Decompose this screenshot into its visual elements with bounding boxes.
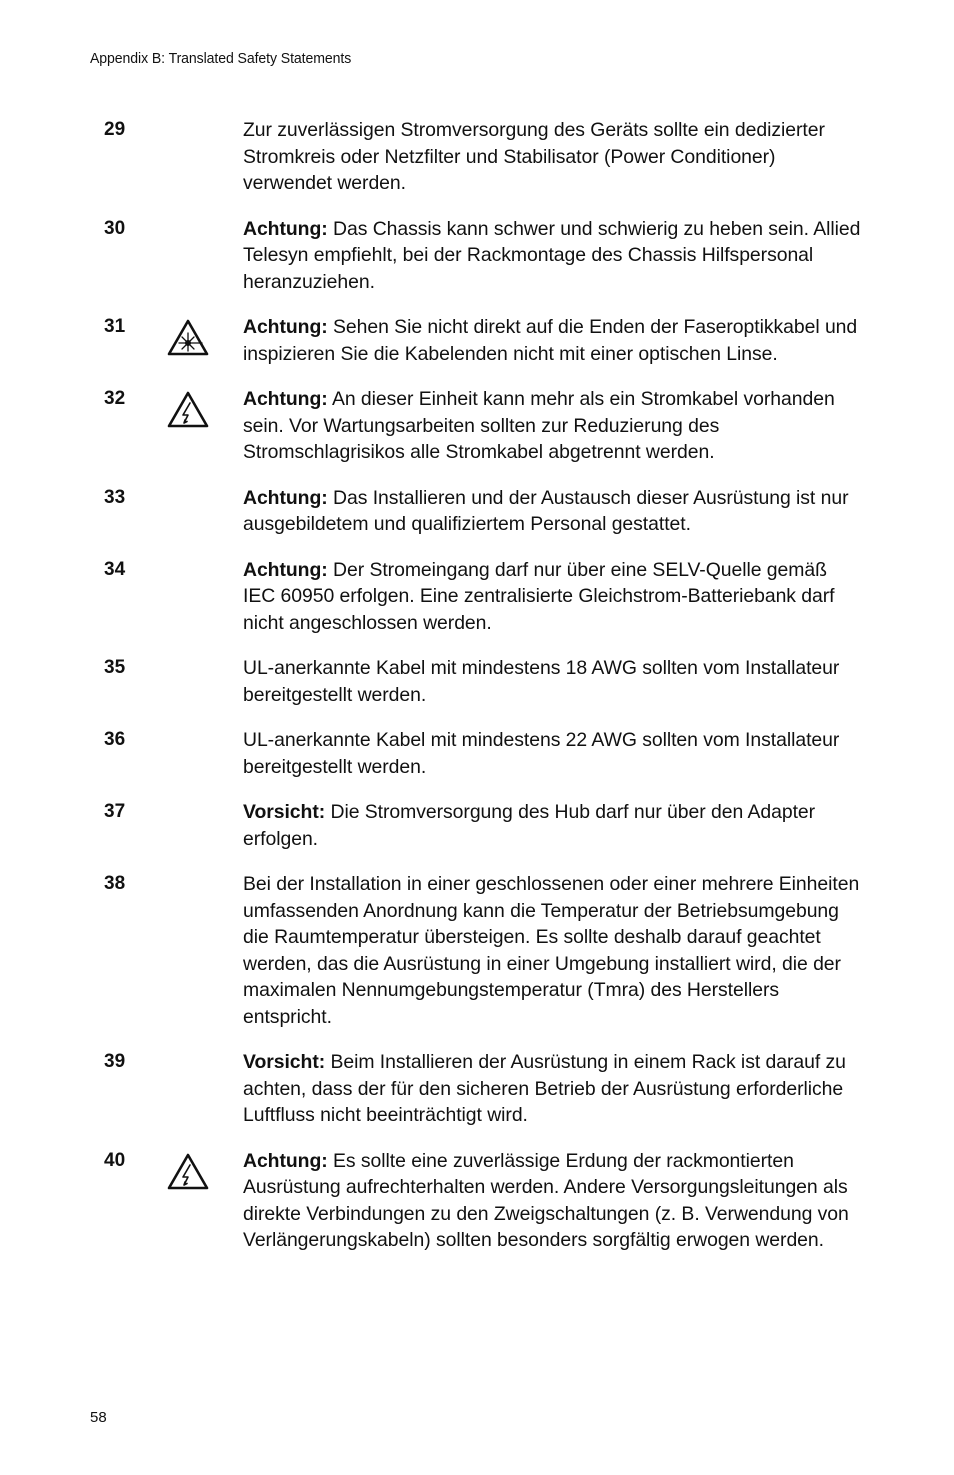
statement-body: Es sollte eine zuverlässige Erdung der rackmontierten Ausrüstung aufrechterhalten werden. Andere Versorgungsleitungen als direkte Verbindungen zu den Zweigschaltungen (z. B. Verwendung von Verlängerungskabeln) sollten besonders sorgfältig erwogen werden. — [243, 1149, 849, 1251]
statement-text — [243, 117, 861, 197]
statement-number: 36 — [104, 729, 126, 750]
statement-number: 37 — [104, 801, 126, 822]
statement-number: 30 — [104, 217, 126, 239]
statement-body: Die Stromversorgung des Hub darf nur über den Adapter erfolgen. — [243, 801, 816, 850]
statement-body: Bei der Installation in einer geschlossenen oder einer mehrere Einheiten umfassenden Anordnung kann die Temperatur der Betriebsumgebung die Raumtemperatur übersteigen. Es sollte deshalb darauf geachtet werden, das die Ausrüstung in einer Umgebung installiert wird, die der maximalen Nennumgebungstemperatur (Tmra) des Herstellers entspricht. — [243, 873, 860, 1028]
safety-statement-list — [0, 117, 954, 1273]
safety-statement-30 — [0, 216, 954, 296]
page-number: 58 — [90, 1409, 107, 1426]
statement-body: Das Installieren und der Austausch dieser Ausrüstung ist nur ausgebildetem und qualifiziertem Personal gestattet. — [243, 486, 849, 535]
statement-number: 34 — [104, 558, 126, 580]
statement-body: Der Stromeingang darf nur über eine SELV-Quelle gemäß IEC 60950 erfolgen. Eine zentralisierte Gleichstrom-Batteriebank darf nicht angeschlossen werden. — [243, 558, 835, 634]
safety-statement-32 — [0, 386, 954, 466]
safety-statement-39 — [0, 1049, 954, 1129]
statement-body: UL-anerkannte Kabel mit mindestens 22 AWG sollten vom Installateur bereitgestellt werden. — [243, 729, 840, 778]
statement-label: Achtung: — [243, 486, 328, 509]
statement-body: Das Chassis kann schwer und schwierig zu heben sein. Allied Telesyn empfiehlt, bei der Rackmontage des Chassis Hilfspersonal heranzuziehen. — [243, 217, 861, 293]
statement-text — [243, 727, 861, 780]
statement-text — [243, 1148, 861, 1254]
running-header: Appendix B: Translated Safety Statements — [90, 50, 352, 67]
electrical-hazard-icon — [166, 390, 210, 430]
statement-number: 39 — [104, 1051, 126, 1072]
statement-body: An dieser Einheit kann mehr als ein Stromkabel vorhanden sein. Vor Wartungsarbeiten sollten zur Reduzierung des Stromschlagrisikos alle Stromkabel abgetrennt werden. — [243, 388, 835, 463]
statement-text — [243, 1049, 861, 1129]
safety-statement-36 — [0, 727, 954, 780]
statement-label: Achtung: — [243, 217, 328, 240]
statement-text — [243, 216, 861, 296]
statement-text — [243, 799, 861, 852]
statement-body: UL-anerkannte Kabel mit mindestens 18 AWG sollten vom Installateur bereitgestellt werden. — [243, 657, 840, 706]
safety-statement-29 — [0, 117, 954, 197]
statement-number: 35 — [104, 657, 126, 678]
statement-label: Achtung: — [243, 388, 328, 410]
statement-label: Achtung: — [243, 316, 328, 338]
safety-statement-31 — [0, 314, 954, 367]
statement-body: Zur zuverlässigen Stromversorgung des Geräts sollte ein dedizierter Stromkreis oder Netzfilter und Stabilisator (Power Conditioner) verwendet werden. — [243, 119, 825, 194]
statement-text — [243, 655, 861, 708]
statement-label: Vorsicht: — [243, 1051, 326, 1073]
statement-text — [243, 557, 861, 637]
safety-statement-37 — [0, 799, 954, 852]
statement-body: Sehen Sie nicht direkt auf die Enden der Faseroptikkabel und inspizieren Sie die Kabelenden nicht mit einer optischen Linse. — [243, 316, 858, 365]
statement-text — [243, 314, 861, 367]
safety-statement-34 — [0, 557, 954, 637]
statement-number: 29 — [104, 119, 126, 140]
electrical-hazard-icon — [166, 1152, 210, 1192]
safety-statement-40 — [0, 1148, 954, 1254]
laser-warning-icon — [166, 318, 210, 358]
statement-number: 38 — [104, 873, 126, 894]
statement-number: 32 — [104, 388, 126, 409]
safety-statement-38 — [0, 871, 954, 1030]
statement-number: 33 — [104, 486, 126, 508]
statement-text — [243, 871, 861, 1030]
statement-label: Achtung: — [243, 558, 328, 581]
statement-body: Beim Installieren der Ausrüstung in einem Rack ist darauf zu achten, dass der für den sicheren Betrieb der Ausrüstung erforderliche Luftfluss nicht beeinträchtigt wird. — [243, 1051, 846, 1126]
safety-statement-35 — [0, 655, 954, 708]
safety-statement-33 — [0, 485, 954, 538]
statement-number: 31 — [104, 316, 126, 337]
statement-number: 40 — [104, 1149, 126, 1171]
statement-label: Achtung: — [243, 1149, 328, 1172]
statement-text — [243, 386, 861, 466]
statement-label: Vorsicht: — [243, 801, 326, 823]
statement-text — [243, 485, 861, 538]
